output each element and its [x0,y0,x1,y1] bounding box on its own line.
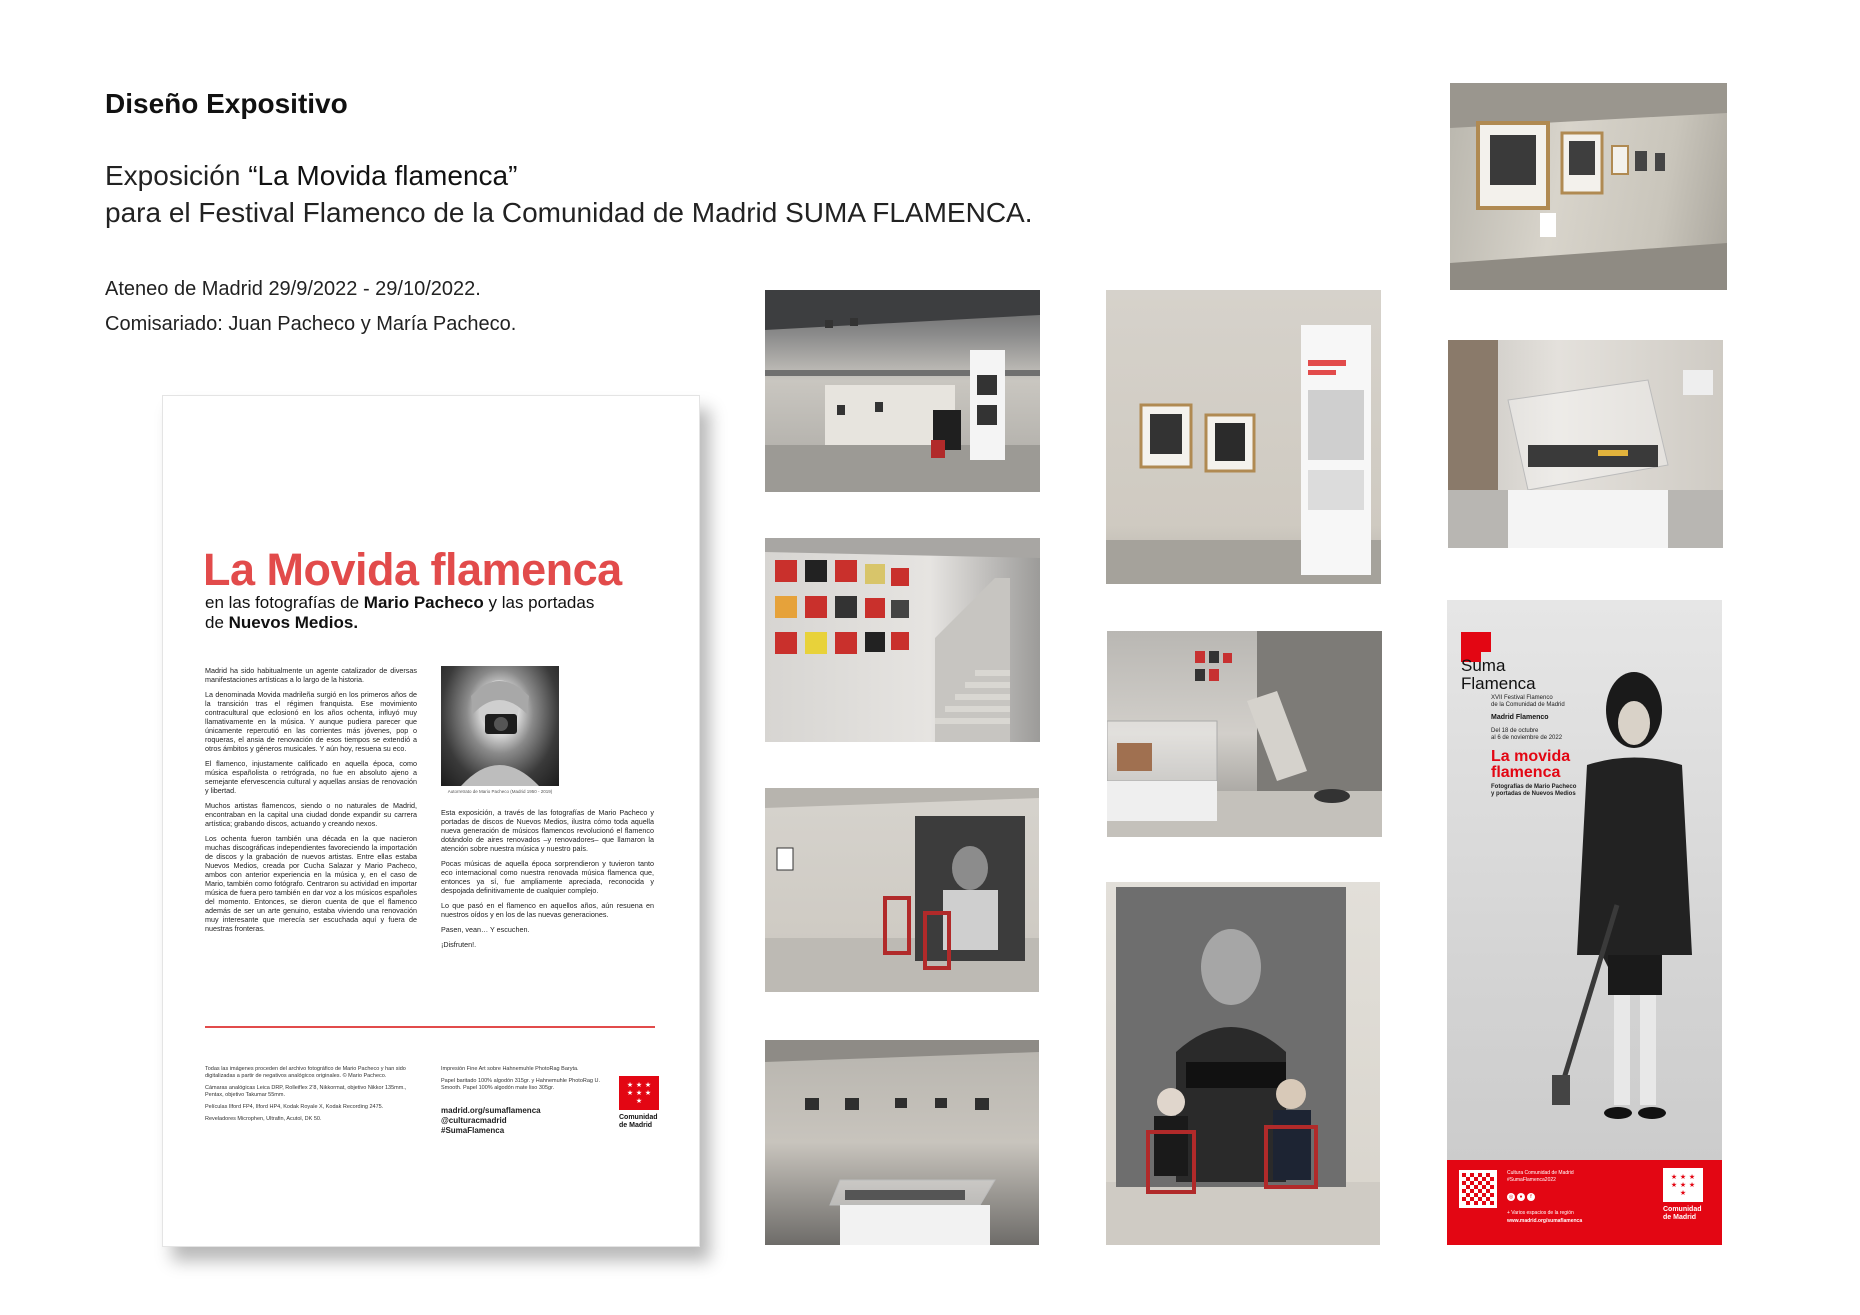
gallery-wall-frames-photo [1450,83,1727,290]
paragraph: Esta exposición, a través de las fotografías de Mario Pacheco y portadas de discos de Nuevos Medios, ilustra cómo toda aquella nueva generación de músicos flamencos revolucionó el flamenco dotándolo de aires renovados –y renovadores– que llamaron la atención sobre nuestra música y nuestro país. [441,808,654,853]
print-text: Impresión Fine Art sobre Hahnemuhle PhotoRag Baryta. [441,1066,579,1072]
cultura-label: Cultura Comunidad de Madrid [1507,1170,1574,1176]
display-case-icon [1448,340,1723,548]
gallery-hall-icon [1107,631,1382,837]
cm-line: Comunidad [619,1114,658,1121]
gallery-banner-icon [1106,290,1381,584]
facebook-icon: f [1527,1193,1535,1201]
star-icon: ★ [644,1089,652,1097]
poster-text-column-2 [441,808,654,955]
subtitle-part: de [205,613,229,632]
paragraph: Lo que pasó en el flamenco en aquellos años, aún resuena en nuestros oídos y en los de las nuevas generaciones. [441,901,654,919]
portrait-caption: Autorretrato de Mario Pacheco (Madrid 1950 - 2019) [447,789,553,794]
self-portrait-photo [441,666,559,786]
exhibition-poster [162,395,700,1247]
comunidad-madrid-name [1663,1206,1702,1222]
paragraph: Madrid ha sido habitualmente un agente catalizador de diversas manifestaciones artísticas a lo largo de la historia. [205,666,417,684]
poster-subtitle-line1 [205,593,594,613]
paragraph: El flamenco, injustamente calificado en aquella época, como música españolista o retrógrada, no fue en absoluto ajeno a semejante efervescencia cultural y aquellas ansias de renovación y libertad. [205,759,417,795]
cm-line: de Madrid [619,1122,653,1129]
instagram-icon: ◎ [1508,1194,1514,1200]
poster2-title: flamenca [1491,764,1561,781]
poster-credits [205,1066,415,1128]
qr-code-icon [1459,1170,1497,1208]
star-icon: ★ [1679,1189,1687,1197]
print-text: Papel baritado 100% algodón 315gr. y Hahnemuhle PhotoRag U. Smooth. Papel 100% algodón mate liso 305gr. [441,1078,601,1091]
festival-dates: Del 18 de octubre [1491,728,1539,734]
poster-links [441,1106,581,1136]
festival-line: para el Festival Flamenco de la Comunidad de Madrid SUMA FLAMENCA. [105,197,1033,228]
star-icon: ★ [626,1089,634,1097]
subtitle-label: Nuevos Medios. [228,613,359,632]
gallery-stairs-icon [765,290,1040,492]
display-case-photo [1448,340,1723,548]
paragraph: Pasen, vean… Y escuchen. [441,925,530,934]
comunidad-madrid-name [619,1114,658,1130]
web-link: www.madrid.org/sumaflamenca [1507,1218,1583,1224]
portrait-icon [441,666,559,786]
gallery-banner-photo [1106,290,1381,584]
star-icon: ★ [1679,1173,1687,1181]
star-icon: ★ [1688,1181,1696,1189]
cm-line: Comunidad [1663,1206,1702,1213]
comunidad-madrid-logo [1663,1168,1703,1202]
star-icon: ★ [626,1081,634,1089]
paragraph: ¡Disfruten!. [441,940,477,949]
star-icon: ★ [635,1081,643,1089]
record-covers-photo [765,538,1040,742]
suma-flamenca-poster [1447,600,1722,1245]
madrid-flamenco: Madrid Flamenco [1491,714,1549,721]
paragraph: Muchos artistas flamencos, siendo o no naturales de Madrid, encontraban en la capital una ciudad donde expandir su carrera artística; grabando discos, actuando y creando nexos. [205,801,417,828]
cm-line: de Madrid [1663,1214,1697,1221]
visitors-portrait-icon [1106,882,1380,1245]
festival-edition: XVII Festival Flamenco [1491,695,1553,701]
more-venues: + Varios espacios de la región [1507,1210,1574,1216]
star-icon: ★ [1679,1181,1687,1189]
festival-dates: al 6 de noviembre de 2022 [1491,735,1563,741]
star-icon: ★ [635,1089,643,1097]
credit-text: Películas Ilford FP4, Ilford HP4, Kodak Royale X, Kodak Recording 2475. [205,1104,384,1110]
red-chairs-photo [765,788,1039,992]
web-link: madrid.org/sumaflamenca [441,1106,541,1115]
exhibition-line [105,160,517,192]
gallery-hall-photo [1107,631,1382,837]
twitter-icon: ● [1517,1193,1525,1201]
social-icons [1507,1193,1535,1201]
poster2-title: La movida [1491,748,1571,765]
poster2-credit: y portadas de Nuevos Medios [1491,791,1576,797]
comunidad-madrid-logo [619,1076,659,1110]
paragraph: Pocas músicas de aquella época sorprendieron y tuvieron tanto eco internacional como nuestra renovada música flamenca que, entonces ya sí, fue ampliamente apreciada, reconocida y despojada definitivamente de cualquier complejo. [441,859,654,895]
record-covers-icon [765,538,1040,742]
star-icon: ★ [635,1097,643,1105]
exhibition-prefix: Exposición [105,160,249,191]
poster2-credit: Fotografías de Mario Pacheco [1491,784,1577,790]
paragraph: Los ochenta fueron también una década en la que nacieron muchas discográficas independientes favoreciendo la importación de discos y la grabación de nuevos artistas. Entre ellas estaba Nuevos Medios, creada por Cucha Salazar y Mario Pacheco, ambos con anterior experiencia en la música y, en el caso de Mario, también como fotógrafo. Centraron su actividad en importar música de fuera pero también en dar voz a los músicos españoles del momento. Entonces, se dieron cuenta de que el flamenco además de ser un arte genuino, estaba viviendo una renovación muy interesante que merecía ser escuchada aquí y fuera de nuestras fronteras. [205,834,417,933]
poster2-footer [1447,1160,1722,1245]
paragraph: La denominada Movida madrileña surgió en los primeros años de la transición tras el régimen franquista. Ese movimiento contracultural que eclosionó en los años ochenta, influyó muy llamativamente en la música. Y aunque pudiera parecer que únicamente repercutió en las corrientes más jóvenes, pop o roqueras, el ansia de renovación de esos tiempos se extendió a otros ámbitos y géneros musicales. Y aún hoy, resuena su eco. [205,690,417,753]
poster-text-column-1 [205,666,417,939]
red-chairs-icon [765,788,1039,992]
brand-name-line1: Suma [1461,656,1506,675]
venue-dates: Ateneo de Madrid 29/9/2022 - 29/10/2022. [105,278,481,300]
page-title: Diseño Expositivo [105,88,348,119]
poster-title: La Movida flamenca [203,544,622,595]
subtitle-part: y las portadas [483,593,595,612]
social-handle: @culturacmadrid [441,1116,507,1125]
poster-subtitle-line2 [205,613,358,633]
credit-text: Todas las imágenes proceden del archivo fotográfico de Mario Pacheco y han sido digitalizadas a partir de negativos analógicos originales. © Mario Pacheco. [205,1066,406,1079]
poster-print-info [441,1066,601,1097]
hashtag: #SumaFlamenca2022 [1507,1177,1556,1183]
gallery-stairs-photo [765,290,1040,492]
brand-mark [1461,632,1491,652]
curators: Comisariado: Juan Pacheco y María Pacheco. [105,313,517,335]
gallery-showcase-icon [765,1040,1039,1245]
festival-edition: de la Comunidad de Madrid [1491,702,1565,708]
star-icon: ★ [1688,1173,1696,1181]
star-icon: ★ [1670,1181,1678,1189]
credit-text: Cámaras analógicas Leica DRP, Rolleiflex 2’8, Nikkormat, objetivo Nikkor 135mm., Pentax, objetivo Takumar 55mm. [205,1085,407,1098]
brand-name-line2: Flamenca [1461,674,1536,693]
gallery-showcase-photo [765,1040,1039,1245]
flamenco-figure-icon [1542,655,1702,1165]
star-icon: ★ [644,1081,652,1089]
credit-text: Reveladores Microphen, Ultrafin, Acutol, DK 50. [205,1116,322,1122]
visitors-portrait-photo [1106,882,1380,1245]
subtitle-artist: Mario Pacheco [363,593,484,612]
red-divider [205,1026,655,1028]
subtitle-part: en las fotografías de [205,593,364,612]
exhibition-name: “La Movida flamenca” [248,160,518,191]
gallery-wall-frames-icon [1450,83,1727,290]
hashtag: #SumaFlamenca [441,1126,505,1135]
star-icon: ★ [1670,1173,1678,1181]
